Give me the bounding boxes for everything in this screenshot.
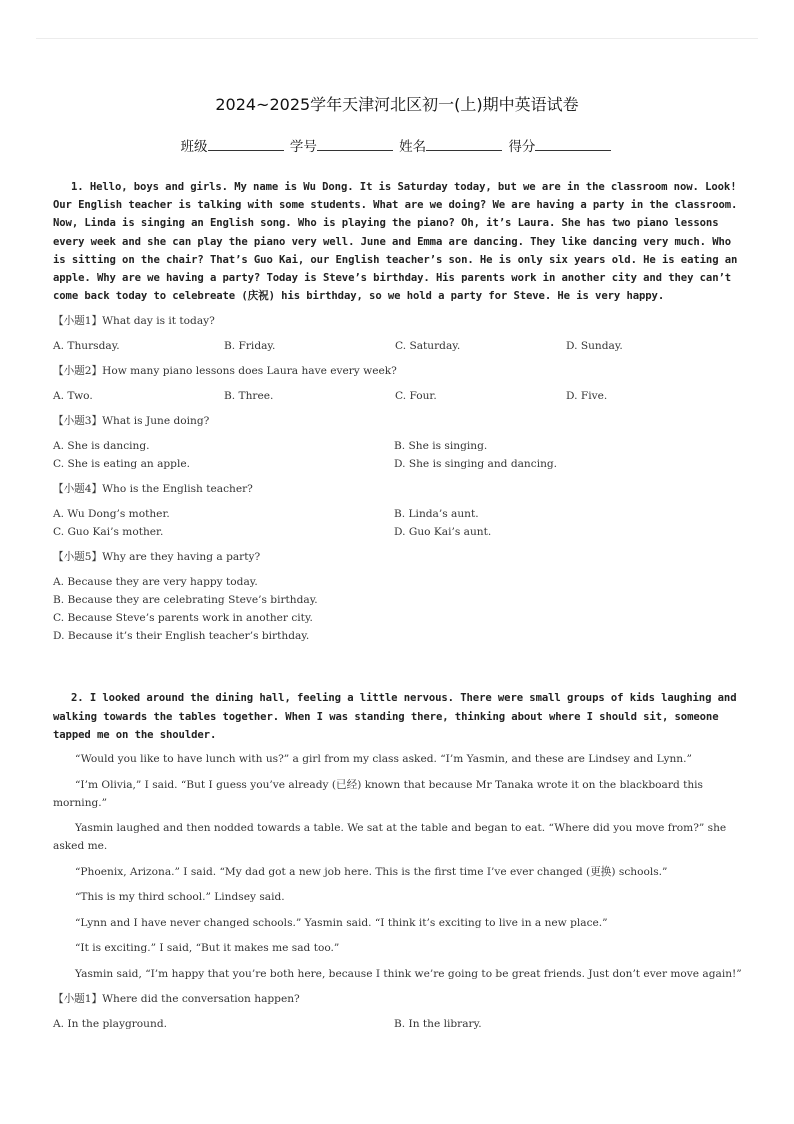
name-blank[interactable] bbox=[426, 137, 502, 151]
passage-2-intro: 2. I looked around the dining hall, feeling a little nervous. There were small groups of kids laughing and walking towards the tables together. When I was standing there, thinking about where I should sit, someone tapped me on the shoulder. bbox=[53, 692, 737, 741]
option-c[interactable]: C. Because Steve’s parents work in another city. bbox=[53, 612, 313, 625]
option-a[interactable]: A. In the playground. bbox=[53, 1018, 167, 1031]
passage-2-paragraph: “Would you like to have lunch with us?” a girl from my class asked. “I’m Yasmin, and these are Lindsey and Lynn.” bbox=[75, 753, 692, 766]
question-2-1: 【小题1】Where did the conversation happen? bbox=[53, 993, 300, 1006]
option-b[interactable]: B. Three. bbox=[224, 390, 274, 403]
option-d[interactable]: D. She is singing and dancing. bbox=[394, 458, 558, 471]
options-1-5 bbox=[53, 573, 743, 645]
option-d[interactable]: D. Five. bbox=[566, 390, 608, 403]
exam-content bbox=[53, 178, 743, 1036]
options-2-1 bbox=[53, 1015, 743, 1033]
passage-2-paragraph: Yasmin said, “I’m happy that you’re both here, because I think we’re going to be great friends. Just don’t ever move again!” bbox=[75, 967, 742, 980]
score-label: 得分 bbox=[508, 139, 536, 155]
passage-2-paragraph: “Phoenix, Arizona.” I said. “My dad got a new job here. This is the first time I’ve ever changed (更换) schools.” bbox=[75, 865, 668, 878]
option-a[interactable]: A. Thursday. bbox=[53, 340, 120, 353]
passage-2-paragraph: “This is my third school.” Lindsey said. bbox=[75, 891, 285, 904]
question-1-5: 【小题5】Why are they having a party? bbox=[53, 551, 261, 564]
option-c[interactable]: C. Saturday. bbox=[395, 340, 461, 353]
question-1-1: 【小题1】What day is it today? bbox=[53, 315, 215, 328]
student-id-blank[interactable] bbox=[317, 137, 393, 151]
student-info-line bbox=[0, 135, 794, 155]
question-1-4: 【小题4】Who is the English teacher? bbox=[53, 483, 253, 496]
passage-2-paragraph: “Lynn and I have never changed schools.” Yasmin said. “I think it’s exciting to live in a new place.” bbox=[75, 916, 608, 929]
option-a[interactable]: A. Because they are very happy today. bbox=[53, 576, 258, 589]
class-label: 班级 bbox=[180, 139, 208, 155]
options-1-4 bbox=[53, 505, 743, 541]
passage-2-body bbox=[53, 750, 743, 983]
option-c[interactable]: C. Four. bbox=[395, 390, 437, 403]
option-b[interactable]: B. In the library. bbox=[394, 1018, 482, 1031]
question-1-3: 【小题3】What is June doing? bbox=[53, 415, 210, 428]
option-b[interactable]: B. Because they are celebrating Steve’s birthday. bbox=[53, 594, 318, 607]
options-1-2 bbox=[53, 387, 743, 405]
option-a[interactable]: A. Wu Dong’s mother. bbox=[53, 508, 170, 521]
option-c[interactable]: C. Guo Kai’s mother. bbox=[53, 526, 164, 539]
option-b[interactable]: B. Linda’s aunt. bbox=[394, 508, 479, 521]
page-title: 2024~2025学年天津河北区初一(上)期中英语试卷 bbox=[215, 95, 579, 114]
student-id-label: 学号 bbox=[289, 139, 317, 155]
passage-1-text: 1. Hello, boys and girls. My name is Wu Dong. It is Saturday today, but we are in the classroom now. Look! Our English teacher is talking with some students. What are we doing? We are having a party in the classroom. Now, Linda is singing an English song. Who is playing the piano? Oh, it’s Laura. She has two piano lessons every week and she can play the piano very well. June and Emma are dancing. They like dancing very much. Who is sitting on the chair? That’s Guo Kai, our English teacher’s son. He is only six years old. He is eating an apple. Why are we having a party? Today is Steve’s birthday. His parents work in another city and they can’t come back today to celebreate (庆祝) his birthday, so we hold a party for Steve. He is very happy. bbox=[53, 181, 738, 303]
option-c[interactable]: C. She is eating an apple. bbox=[53, 458, 190, 471]
option-a[interactable]: A. Two. bbox=[53, 390, 93, 403]
question-1-2: 【小题2】How many piano lessons does Laura have every week? bbox=[53, 365, 397, 378]
class-blank[interactable] bbox=[208, 137, 284, 151]
option-a[interactable]: A. She is dancing. bbox=[53, 440, 150, 453]
option-b[interactable]: B. She is singing. bbox=[394, 440, 488, 453]
passage-2-paragraph: “It is exciting.” I said, “But it makes me sad too.” bbox=[75, 942, 340, 955]
passage-2-paragraph: “I’m Olivia,” I said. “But I guess you’ve already (已经) known that because Mr Tanaka wrote it on the blackboard this morning.” bbox=[53, 778, 703, 809]
name-label: 姓名 bbox=[399, 139, 427, 155]
header-divider bbox=[36, 38, 758, 39]
score-blank[interactable] bbox=[535, 137, 611, 151]
option-d[interactable]: D. Guo Kai’s aunt. bbox=[394, 526, 492, 539]
passage-2-paragraph: Yasmin laughed and then nodded towards a table. We sat at the table and began to eat. “Where did you move from?” she asked me. bbox=[53, 822, 727, 853]
option-b[interactable]: B. Friday. bbox=[224, 340, 276, 353]
options-1-1 bbox=[53, 337, 743, 355]
option-d[interactable]: D. Because it’s their English teacher’s birthday. bbox=[53, 630, 310, 643]
options-1-3 bbox=[53, 437, 743, 473]
option-d[interactable]: D. Sunday. bbox=[566, 340, 623, 353]
